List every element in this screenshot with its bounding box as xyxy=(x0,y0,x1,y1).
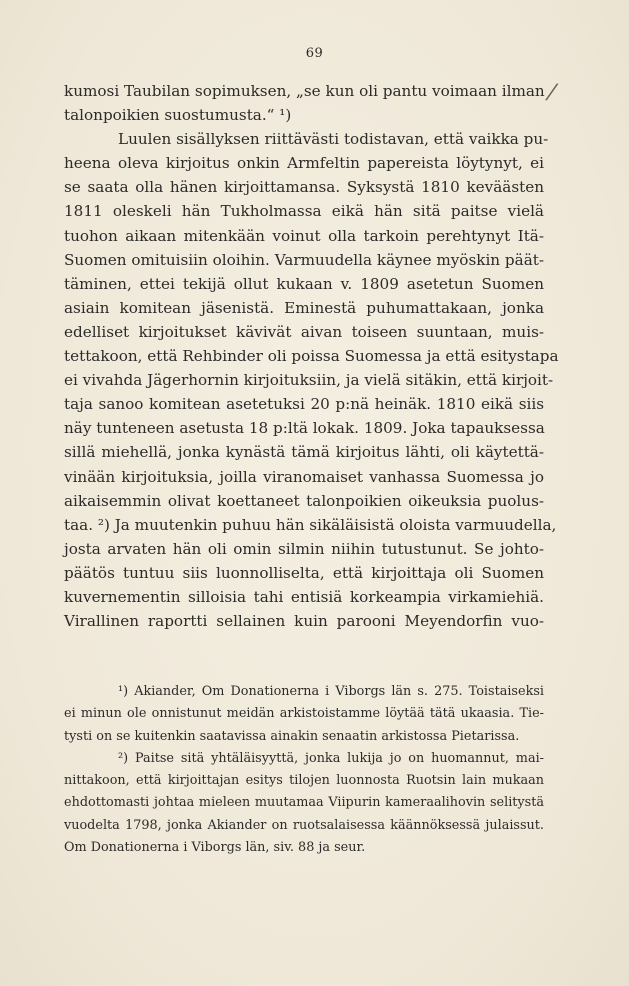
body-line: tettakoon, että Rehbinder oli poissa Suomessa ja että esitystapa xyxy=(64,347,559,366)
footnote-line: Om Donationerna i Viborgs län, siv. 88 ja seur. xyxy=(64,840,366,856)
footnote-line: ²) Paitse sitä yhtäläisyyttä, jonka lukija jo on huomannut, mai- xyxy=(118,750,544,766)
body-line: Virallinen raportti sellainen kuin parooni Meyendorfin vuo- xyxy=(64,612,544,631)
body-line: täminen, ettei tekijä ollut kukaan v. 1809 asetetun Suomen xyxy=(64,274,544,293)
body-line: asiain komitean jäsenistä. Eminestä puhumattakaan, jonka xyxy=(64,298,544,317)
footnote-line: ehdottomasti johtaa mieleen muutamaa Viipurin kameraalihovin selitystä xyxy=(64,795,544,811)
footnote-line: ¹) Akiander, Om Donationerna i Viborgs län s. 275. Toistaiseksi xyxy=(118,684,544,699)
body-line: taa. ²) Ja muutenkin puhuu hän sikäläisistä oloista varmuudella, xyxy=(64,515,557,534)
margin-pencil-mark: / xyxy=(546,79,558,106)
footnotes xyxy=(64,681,544,859)
body-line: kuvernementin silloisia tahi entisiä korkeampia virkamiehiä. xyxy=(64,587,544,606)
body-line: tuohon aikaan mitenkään voinut olla tarkoin perehtynyt Itä- xyxy=(64,226,544,245)
body-text xyxy=(64,79,559,633)
body-line: ei vivahda Jägerhornin kirjoituksiin, ja vielä sitäkin, että kirjoit- xyxy=(64,371,554,390)
footnote-line: ei minun ole onnistunut meidän arkistoistamme löytää tätä ukaasia. Tie- xyxy=(64,706,544,722)
body-line: näy tunteneen asetusta 18 p:ltä lokak. 1809. Joka tapauksessa xyxy=(64,419,545,438)
body-line: Suomen omituisiin oloihin. Varmuudella käynee myöskin päät- xyxy=(64,250,544,269)
body-line: josta arvaten hän oli omin silmin niihin tutustunut. Se johto- xyxy=(64,539,544,558)
body-line: heena oleva kirjoitus onkin Armfeltin papereista löytynyt, ei xyxy=(64,154,544,173)
body-line: 1811 oleskeli hän Tukholmassa eikä hän sitä paitse vielä xyxy=(64,202,544,221)
body-line: edelliset kirjoitukset kävivät aivan toiseen suuntaan, muis- xyxy=(64,322,544,341)
footnote-line: vuodelta 1798, jonka Akiander on ruotsalaisessa käännöksessä julaissut. xyxy=(64,817,544,833)
body-line: Luulen sisällyksen riittävästi todistavan, että vaikka pu- xyxy=(118,130,549,149)
page-number: 69 xyxy=(305,46,324,61)
body-line: aikaisemmin olivat koettaneet talonpoikien oikeuksia puolus- xyxy=(64,491,544,510)
footnote-line: nittakoon, että kirjoittajan esitys tilojen luonnosta Ruotsin lain mukaan xyxy=(64,773,544,789)
body-line: vinään kirjoituksia, joilla viranomaiset vanhassa Suomessa jo xyxy=(64,467,544,486)
body-line: päätös tuntuu siis luonnolliselta, että kirjoittaja oli Suomen xyxy=(64,563,544,582)
footnote-line: tysti on se kuitenkin saatavissa ainakin senaatin arkistossa Pietarissa. xyxy=(64,728,520,744)
body-line: talonpoikien suostumusta.“ ¹) xyxy=(64,106,292,125)
body-line: se saata olla hänen kirjoittamansa. Syksystä 1810 keväästen xyxy=(64,178,544,197)
body-line: kumosi Taubilan sopimuksen, „se kun oli pantu voimaan ilman xyxy=(64,82,545,100)
body-line: taja sanoo komitean asetetuksi 20 p:nä heinäk. 1810 eikä siis xyxy=(64,395,544,414)
body-line: sillä miehellä, jonka kynästä tämä kirjoitus lähti, oli käytettä- xyxy=(64,443,544,462)
